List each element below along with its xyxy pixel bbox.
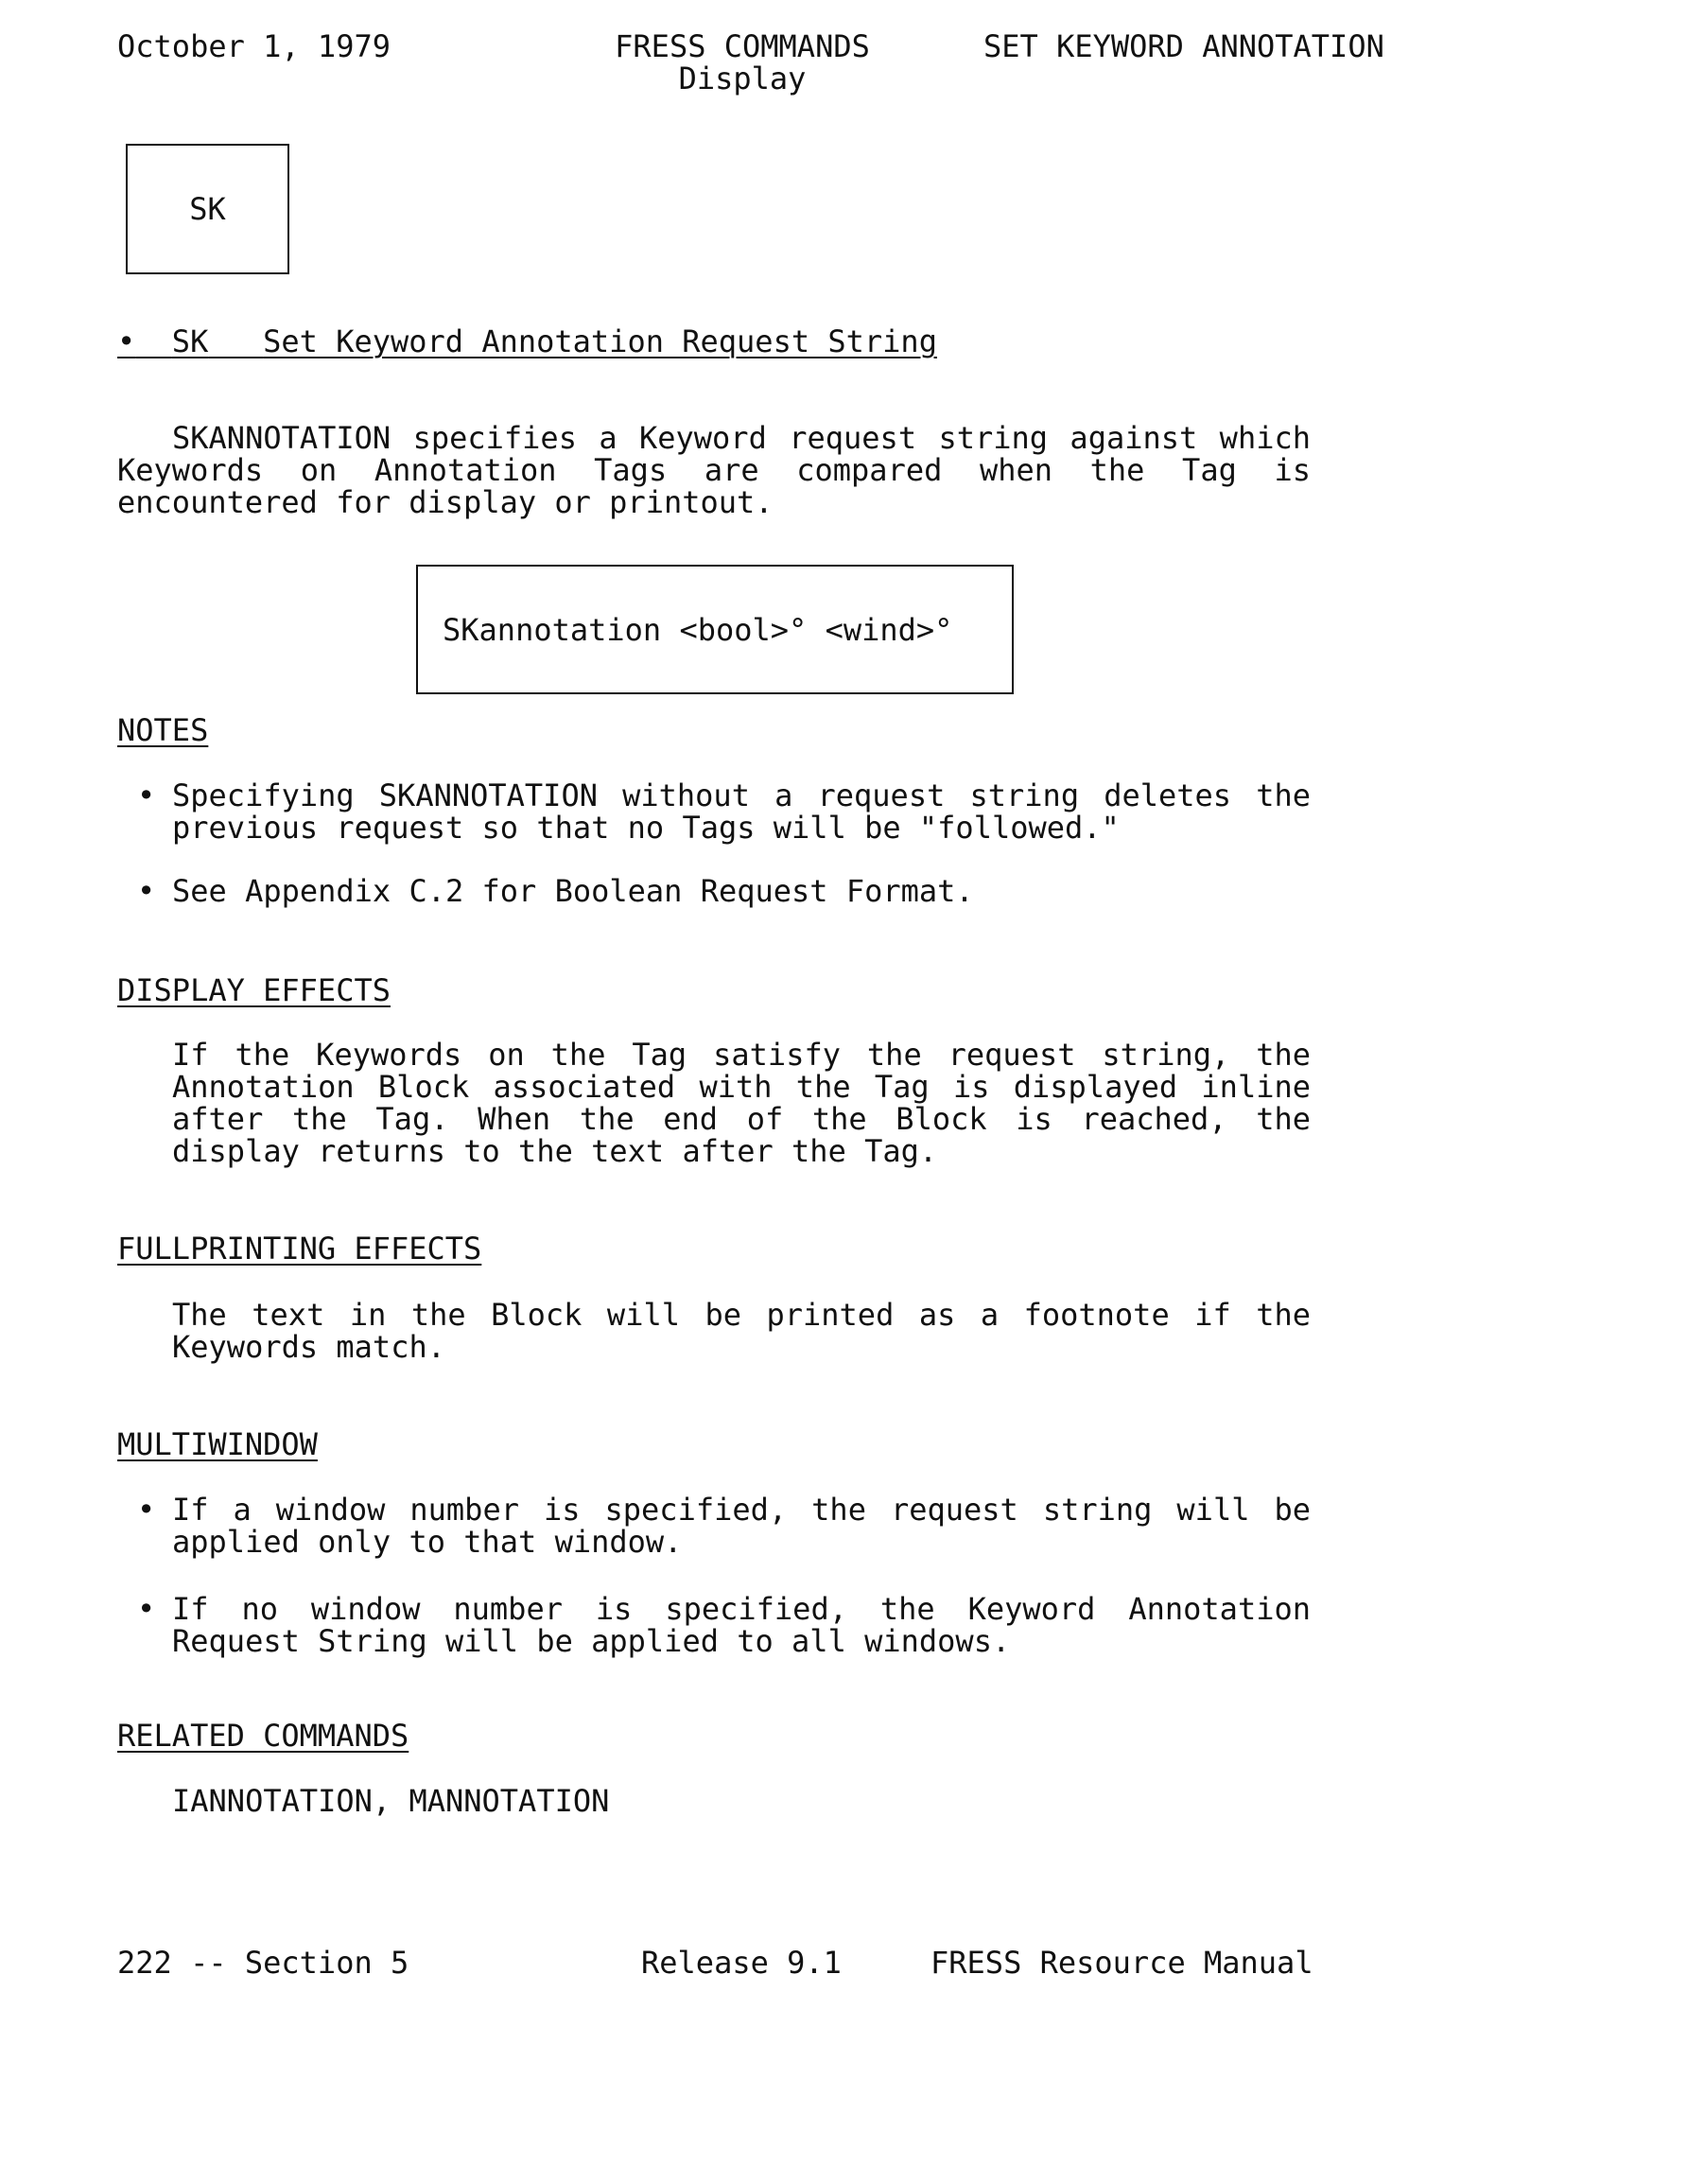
multiwindow-bullet-1: • [137, 1492, 156, 1528]
command-heading [117, 323, 937, 359]
heading-abbrev: SK [171, 323, 209, 359]
header-date: October 1, 1979 [117, 28, 391, 64]
notes-bullet-1: • [137, 778, 156, 813]
heading-bullet: • [117, 323, 136, 359]
footer-page: 222 -- Section 5 [117, 1945, 409, 1981]
header-command-title: SET KEYWORD ANNOTATION [983, 28, 1384, 64]
notes-item-1: Specifying SKANNOTATION without a request string deletes the previous request so that no Tags will be "followed." [172, 778, 1311, 846]
footer-manual: FRESS Resource Manual [930, 1945, 1313, 1981]
syntax-text: SKannotation <bool>° <wind>° [443, 612, 953, 648]
command-abbrev: SK [189, 191, 226, 227]
header-subsection: Display [678, 61, 807, 96]
multiwindow-heading: MULTIWINDOW [117, 1426, 318, 1462]
multiwindow-bullet-2: • [137, 1591, 156, 1627]
footer-release: Release 9.1 [641, 1945, 842, 1981]
fullprinting-effects-text: The text in the Block will be printed as a footnote if the Keywords match. [172, 1297, 1311, 1365]
multiwindow-item-1: If a window number is specified, the request string will be applied only to that window. [172, 1492, 1311, 1560]
notes-heading: NOTES [117, 712, 209, 748]
command-abbrev-box [126, 144, 289, 274]
fullprinting-effects-heading: FULLPRINTING EFFECTS [117, 1231, 482, 1267]
header-section-title: FRESS COMMANDS [615, 28, 870, 64]
related-commands-heading: RELATED COMMANDS [117, 1718, 409, 1754]
syntax-box [416, 565, 1014, 694]
related-commands-text: IANNOTATION, MANNOTATION [172, 1783, 610, 1819]
notes-bullet-2: • [137, 873, 156, 909]
description-paragraph: SKANNOTATION specifies a Keyword request string against which Keywords on Annotation Tags are compared when the Tag is encountered for display or printout. [117, 420, 1311, 520]
notes-item-2: See Appendix C.2 for Boolean Request Format. [172, 873, 974, 909]
heading-title: Set Keyword Annotation Request String [263, 323, 937, 359]
display-effects-heading: DISPLAY EFFECTS [117, 972, 391, 1008]
display-effects-text: If the Keywords on the Tag satisfy the request string, the Annotation Block associated with the Tag is displayed inline after the Tag. When the end of the Block is reached, the display returns to the text after the Tag. [172, 1037, 1311, 1169]
multiwindow-item-2: If no window number is specified, the Keyword Annotation Request String will be applied to all windows. [172, 1591, 1311, 1659]
